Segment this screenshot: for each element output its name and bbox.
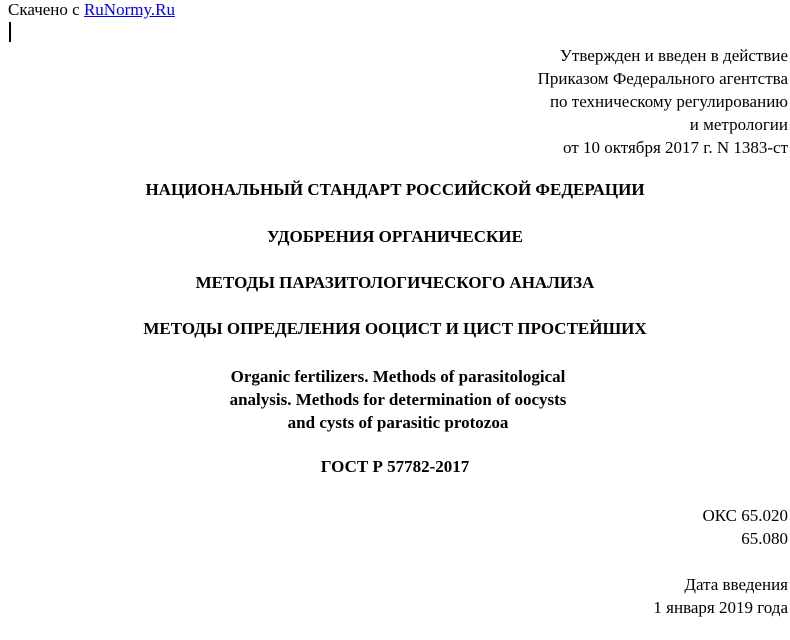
approval-line: Утвержден и введен в действие (559, 46, 788, 65)
english-title-line: and cysts of parasitic protozoa (287, 413, 509, 432)
approval-block (538, 44, 788, 159)
source-line (8, 0, 175, 20)
english-title (0, 365, 790, 434)
approval-line: Приказом Федерального агентства (537, 69, 788, 88)
approval-line: от 10 октября 2017 г. N 1383-ст (563, 138, 788, 157)
english-title-line: analysis. Methods for determination of oocysts (229, 390, 567, 409)
oks-code: 65.080 (741, 529, 788, 548)
english-title-line: Organic fertilizers. Methods of parasitological (230, 367, 566, 386)
approval-line: и метрологии (689, 115, 788, 134)
approval-line: по техническому регулированию (549, 92, 788, 111)
specific-methods-heading: МЕТОДЫ ОПРЕДЕЛЕНИЯ ООЦИСТ И ЦИСТ ПРОСТЕЙШИХ (143, 319, 647, 338)
text-cursor (9, 22, 11, 42)
introduction-label: Дата введения (684, 575, 788, 594)
runormy-link[interactable]: RuNormy.Ru (83, 0, 175, 19)
oks-code: ОКС 65.020 (702, 506, 788, 525)
oks-codes (702, 504, 788, 550)
methods-heading: МЕТОДЫ ПАРАЗИТОЛОГИЧЕСКОГО АНАЛИЗА (195, 273, 595, 292)
gost-number: ГОСТ Р 57782-2017 (320, 457, 470, 476)
introduction-date-block (653, 573, 788, 619)
source-prefix: Скачено с (8, 0, 84, 19)
introduction-date: 1 января 2019 года (653, 598, 788, 617)
subject-heading: УДОБРЕНИЯ ОРГАНИЧЕСКИЕ (267, 227, 523, 246)
standard-type-heading: НАЦИОНАЛЬНЫЙ СТАНДАРТ РОССИЙСКОЙ ФЕДЕРАЦИИ (145, 180, 645, 199)
